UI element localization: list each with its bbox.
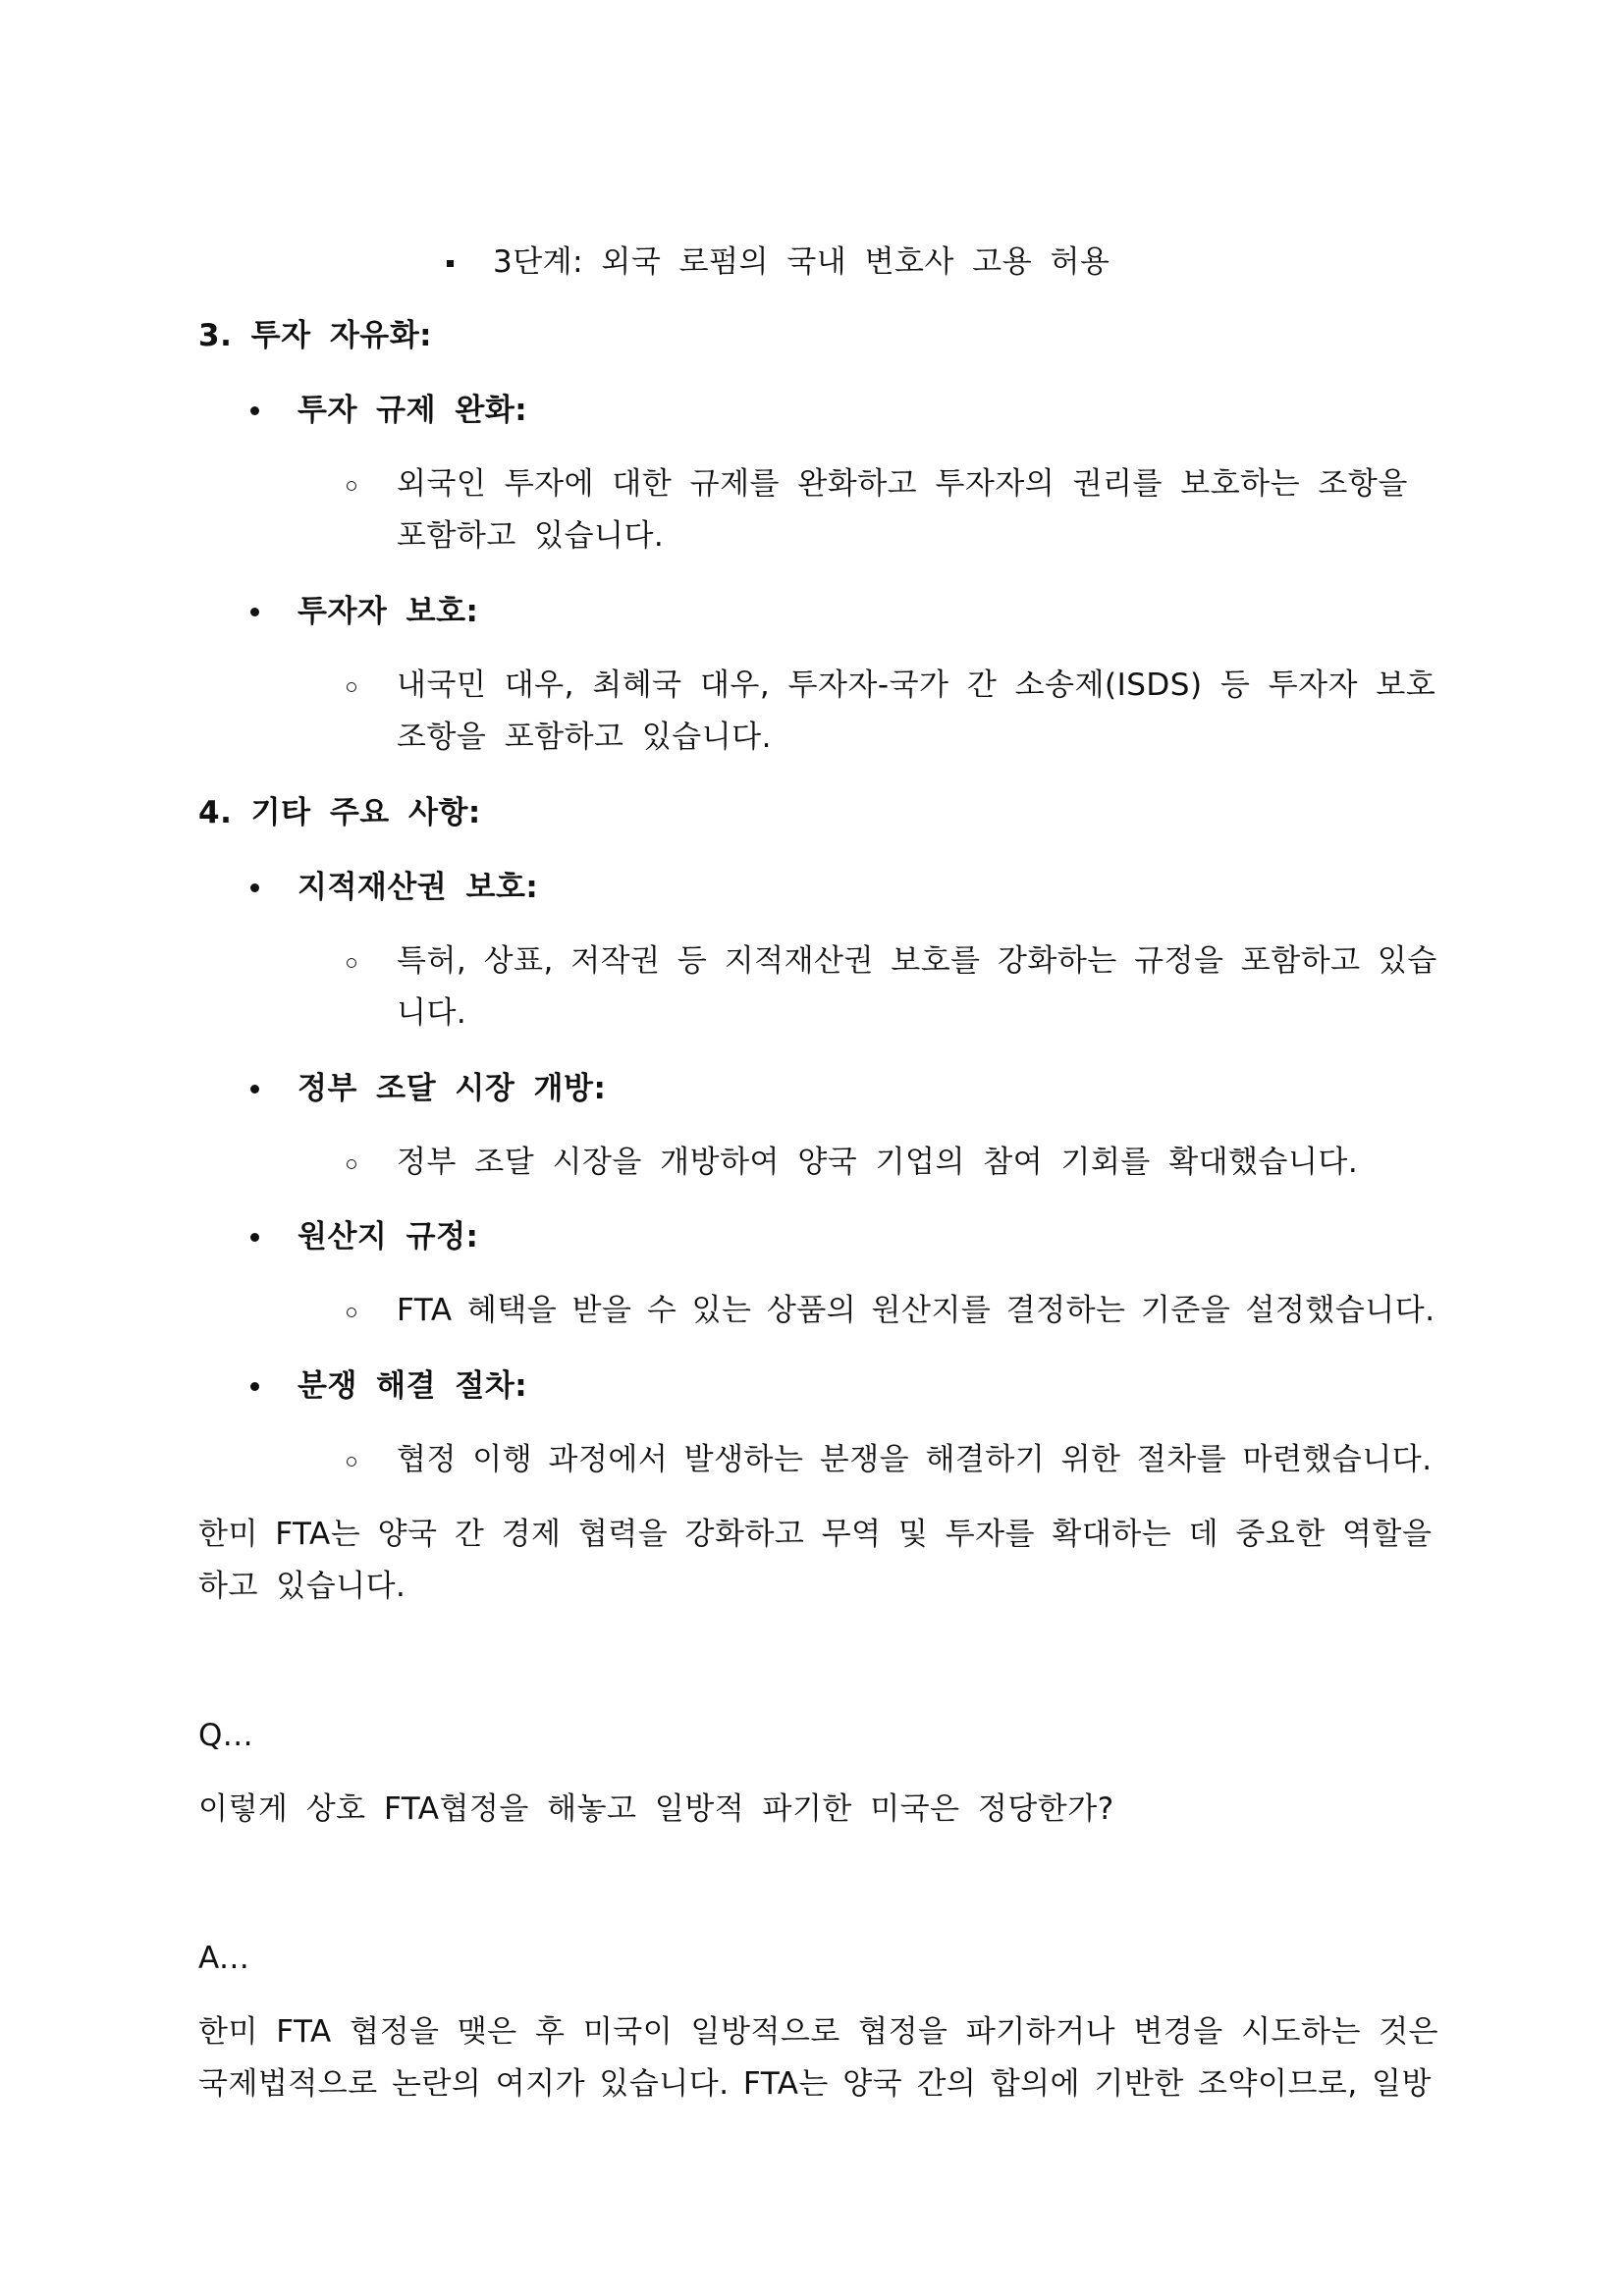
sub-sub-item: 3단계: 외국 로펌의 국내 변호사 고용 허용 <box>493 244 1110 280</box>
list-item-heading: 투자 규제 완화: <box>298 393 528 428</box>
list-item-text: 니다. <box>397 995 467 1031</box>
section-heading-other: 4. 기타 주요 사항: <box>198 795 481 830</box>
dot-bullet-icon <box>250 1366 259 1406</box>
question-text: 이렇게 상호 FTA협정을 해놓고 일방적 파기한 미국은 정당한가? <box>198 1791 1114 1827</box>
list-item-text: FTA 혜택을 받을 수 있는 상품의 원산지를 결정하는 기준을 설정했습니다. <box>397 1293 1435 1328</box>
list-item-text: 포함하고 있습니다. <box>397 518 665 554</box>
section-heading-investment: 3. 투자 자유화: <box>198 318 433 353</box>
dot-bullet-icon <box>250 1069 259 1108</box>
list-item-text: 내국민 대우, 최혜국 대우, 투자자-국가 간 소송제(ISDS) 등 투자자 보호 <box>397 667 1436 703</box>
list-item-heading: 원산지 규정: <box>298 1219 479 1255</box>
list-item-text: 협정 이행 과정에서 발생하는 분쟁을 해결하기 위한 절차를 마련했습니다. <box>397 1442 1433 1477</box>
list-item-heading: 지적재산권 보호: <box>298 870 539 905</box>
answer-text: 국제법적으로 논란의 여지가 있습니다. FTA는 양국 간의 합의에 기반한 조약이므로, 일방 <box>198 2066 1432 2102</box>
circle-bullet-icon <box>347 667 356 707</box>
summary-paragraph: 한미 FTA는 양국 간 경제 협력을 강화하고 무역 및 투자를 확대하는 데 중요한 역할을 <box>198 1517 1433 1552</box>
list-item-text: 정부 조달 시장을 개방하여 양국 기업의 참여 기회를 확대했습니다. <box>397 1145 1359 1180</box>
dot-bullet-icon <box>250 592 259 631</box>
dot-bullet-icon <box>250 391 259 430</box>
circle-bullet-icon <box>347 1293 356 1332</box>
circle-bullet-icon <box>347 466 356 506</box>
circle-bullet-icon <box>347 1145 356 1184</box>
dot-bullet-icon <box>250 1217 259 1256</box>
square-bullet-icon <box>447 242 454 282</box>
list-item-heading: 분쟁 해결 절차: <box>298 1368 528 1404</box>
list-item-text: 외국인 투자에 대한 규제를 완화하고 투자자의 권리를 보호하는 조항을 <box>397 466 1408 502</box>
answer-text: 한미 FTA 협정을 맺은 후 미국이 일방적으로 협정을 파기하거나 변경을 시도하는 것은 <box>198 2014 1439 2050</box>
list-item-text: 조항을 포함하고 있습니다. <box>397 720 772 755</box>
circle-bullet-icon <box>347 943 356 983</box>
dot-bullet-icon <box>250 868 259 907</box>
circle-bullet-icon <box>347 1442 356 1481</box>
summary-paragraph: 하고 있습니다. <box>198 1569 406 1604</box>
list-item-text: 특허, 상표, 저작권 등 지적재산권 보호를 강화하는 규정을 포함하고 있습 <box>397 943 1437 979</box>
list-item-heading: 투자자 보호: <box>298 594 479 629</box>
answer-label: A... <box>198 1941 250 1976</box>
question-label: Q... <box>198 1718 253 1753</box>
list-item-heading: 정부 조달 시장 개방: <box>298 1071 607 1106</box>
